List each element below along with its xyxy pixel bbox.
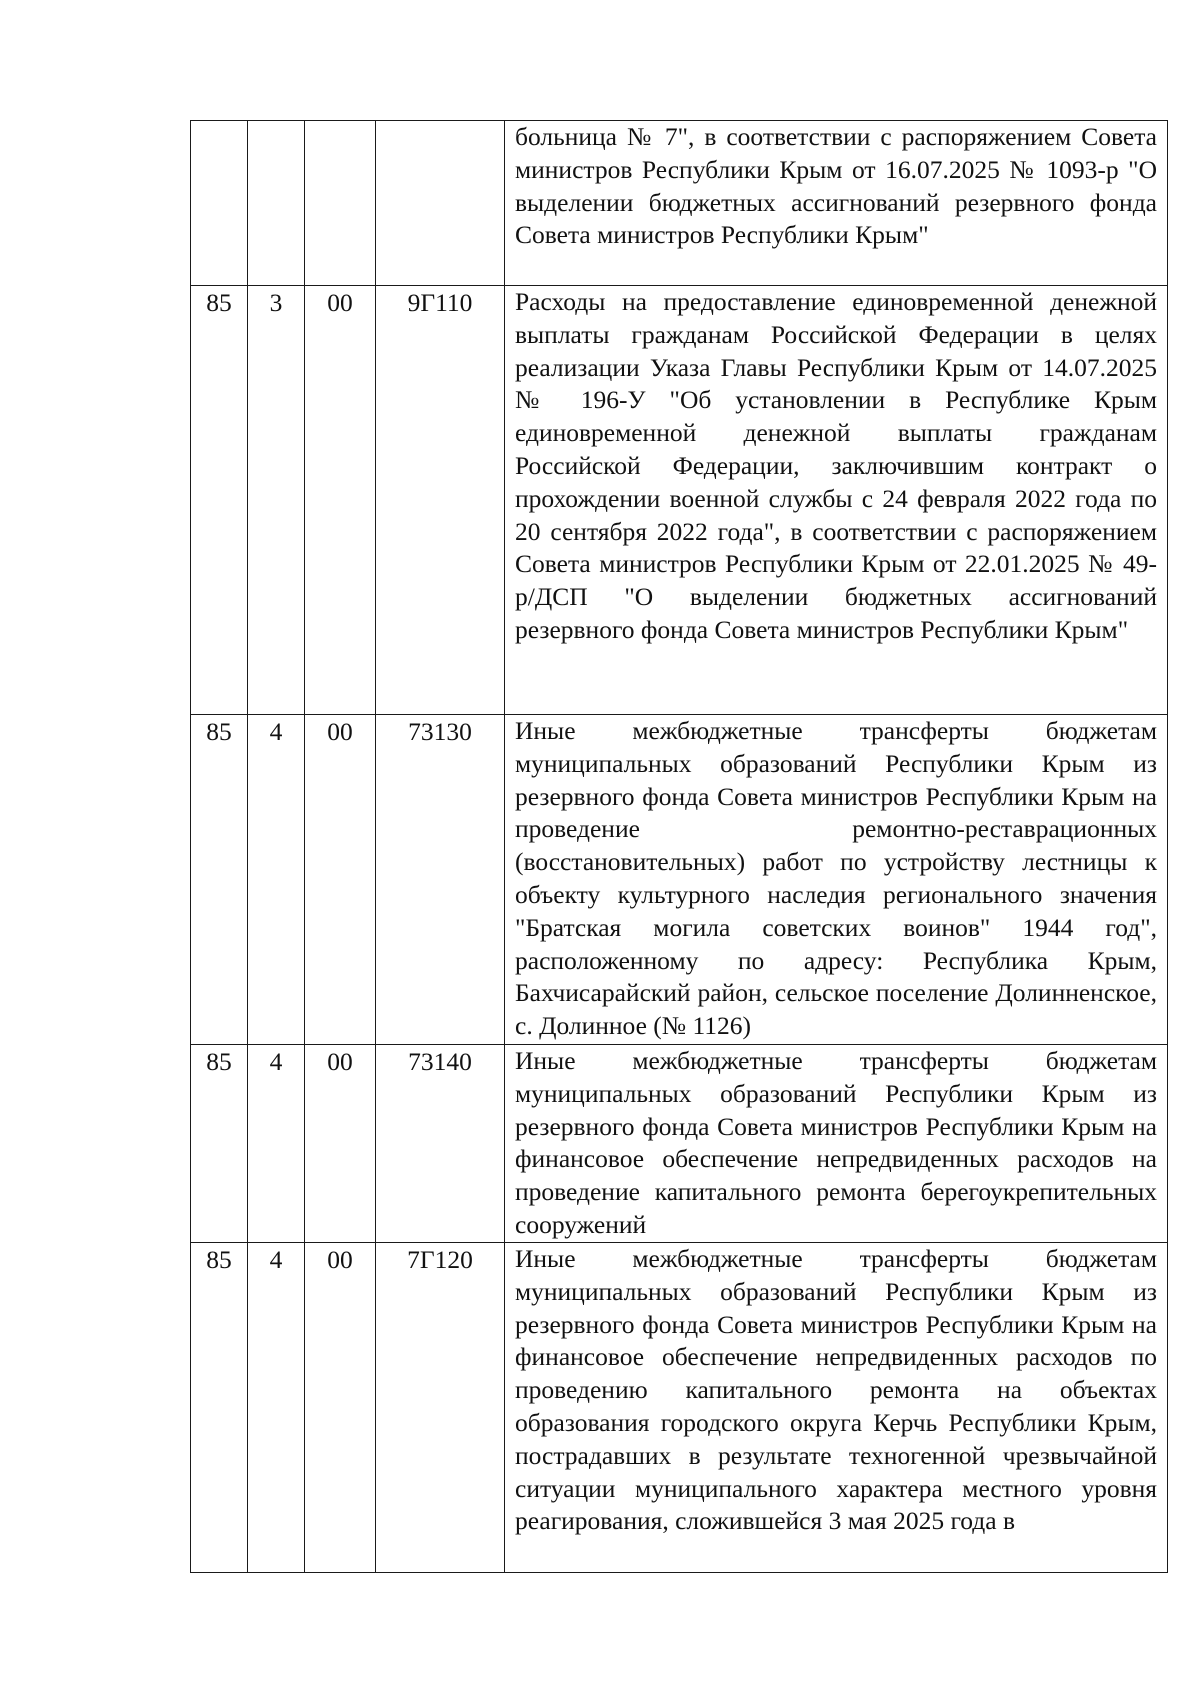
description-cell [505,121,1168,286]
table-row [191,1243,1168,1573]
direction-code-cell [305,121,376,286]
subprogram-code-cell: 3 [248,286,305,715]
description-cell [505,1045,1168,1243]
direction-code-cell: 00 [305,286,376,715]
program-code-cell: 85 [191,1045,248,1243]
table-row [191,121,1168,286]
description-text: Иные межбюджетные трансферты бюджетам муниципальных образований Республики Крым из резервного фонда Совета министров Республики Крым на финансовое обеспечение непредвиденных расходов на проведение капитального ремонта берегоукрепительных сооружений [515,1046,1157,1239]
direction-code-cell: 00 [305,715,376,1045]
description-text: Иные межбюджетные трансферты бюджетам муниципальных образований Республики Крым из резервного фонда Совета министров Республики Крым на проведение ремонтно-реставрационных (восстановительных) работ по устройству лестницы к объекту культурного наследия регионального значения "Братская могила советских воинов" 1944 год", расположенному по адресу: Республика Крым, Бахчисарайский район, сельское поселение Долинненское, с. Долинное (№ 1126) [515,716,1157,1041]
program-code-cell: 85 [191,1243,248,1573]
budget-classification-table [190,120,1168,1573]
subprogram-code-cell [248,121,305,286]
expense-code-cell: 9Г110 [376,286,505,715]
description-text: больница № 7", в соответствии с распоряжением Совета министров Республики Крым от 16.07.2025 № 1093-р "О выделении бюджетных ассигнований резервного фонда Совета министров Республики Крым" [515,122,1157,250]
expense-code-cell: 7Г120 [376,1243,505,1573]
direction-code-cell: 00 [305,1045,376,1243]
expense-code-cell: 73140 [376,1045,505,1243]
description-text: Иные межбюджетные трансферты бюджетам муниципальных образований Республики Крым из резервного фонда Совета министров Республики Крым на финансовое обеспечение непредвиденных расходов по проведению капитального ремонта на объектах образования городского округа Керчь Республики Крым, пострадавших в результате техногенной чрезвычайной ситуации муниципального характера местного уровня реагирования, сложившейся 3 мая 2025 года в [515,1244,1157,1536]
table-row [191,286,1168,715]
subprogram-code-cell: 4 [248,1045,305,1243]
direction-code-cell: 00 [305,1243,376,1573]
program-code-cell: 85 [191,286,248,715]
subprogram-code-cell: 4 [248,1243,305,1573]
description-cell [505,715,1168,1045]
expense-code-cell: 73130 [376,715,505,1045]
expense-code-cell [376,121,505,286]
program-code-cell: 85 [191,715,248,1045]
program-code-cell [191,121,248,286]
subprogram-code-cell: 4 [248,715,305,1045]
table-row [191,1045,1168,1243]
description-cell [505,1243,1168,1573]
description-cell [505,286,1168,715]
description-text: Расходы на предоставление единовременной денежной выплаты гражданам Российской Федерации в целях реализации Указа Главы Республики Крым от 14.07.2025 № 196-У "Об установлении в Республике Крым единовременной денежной выплаты гражданам Российской Федерации, заключившим контракт о прохождении военной службы с 24 февраля 2022 года по 20 сентября 2022 года", в соответствии с распоряжением Совета министров Республики Крым от 22.01.2025 № 49-р/ДСП "О выделении бюджетных ассигнований резервного фонда Совета министров Республики Крым" [515,287,1157,644]
table-row [191,715,1168,1045]
